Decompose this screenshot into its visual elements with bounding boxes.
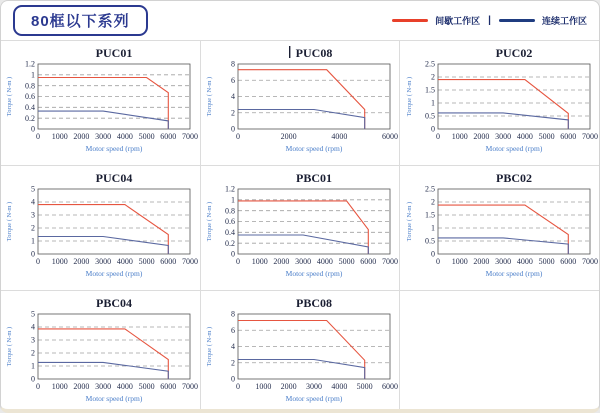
chart-title: PBC04 [96, 296, 133, 310]
x-tick-label: 0 [435, 257, 440, 266]
y-tick-label: 2.5 [424, 184, 435, 194]
chart-puc04 [1, 167, 199, 289]
y-tick-label: 1 [31, 70, 36, 80]
x-tick-label: 4000 [331, 132, 348, 141]
x-tick-label: 7000 [182, 382, 199, 391]
x-tick-label: 3000 [494, 132, 511, 141]
chart-title: PUC08 [295, 46, 333, 60]
page-header [1, 1, 599, 40]
curve-red_curve [38, 78, 168, 130]
x-tick-label: 7000 [581, 257, 598, 266]
y-tick-label: 0 [430, 249, 435, 259]
x-tick-label: 4000 [117, 382, 134, 391]
y-tick-label: 0 [230, 374, 235, 384]
x-tick-label: 2000 [73, 132, 90, 141]
x-tick-label: 3000 [305, 382, 322, 391]
legend-item-continuous [499, 14, 587, 27]
chart-title: PBC02 [495, 171, 532, 185]
curve-red_curve [438, 205, 568, 254]
x-axis-label: Motor speed (rpm) [485, 144, 542, 153]
x-tick-label: 0 [435, 132, 440, 141]
chart-puc01 [1, 42, 199, 164]
x-tick-label: 5000 [338, 257, 355, 266]
x-tick-label: 4000 [316, 257, 333, 266]
y-tick-label: 1 [31, 361, 36, 371]
y-tick-label: 4 [230, 92, 235, 102]
red-line-swatch [392, 19, 428, 22]
x-tick-label: 3000 [295, 257, 312, 266]
x-axis-label: Motor speed (rpm) [285, 144, 343, 153]
y-tick-label: 2 [230, 358, 235, 368]
x-tick-label: 0 [36, 132, 41, 141]
x-tick-label: 2000 [473, 132, 490, 141]
chart-cell-pbc02 [400, 166, 599, 290]
empty-cell [400, 291, 599, 413]
plot-border [38, 189, 190, 254]
y-axis-label: Torque ( N-m ) [205, 201, 213, 242]
curve-blue_curve [38, 111, 168, 129]
y-tick-label: 4 [31, 322, 36, 332]
chart-cell-pbc01 [201, 166, 400, 290]
x-tick-label: 1000 [255, 382, 272, 391]
y-tick-label: 0.4 [25, 102, 36, 112]
chart-title: PBC01 [295, 171, 332, 185]
y-tick-label: 0 [430, 124, 435, 134]
y-tick-label: 1.5 [424, 85, 435, 95]
chart-puc08 [201, 42, 399, 164]
y-tick-label: 2 [230, 108, 235, 118]
x-tick-label: 5000 [138, 257, 155, 266]
x-tick-label: 5000 [138, 132, 155, 141]
y-tick-label: 0.6 [25, 92, 36, 102]
x-tick-label: 6000 [559, 132, 576, 141]
x-tick-label: 0 [36, 382, 41, 391]
y-tick-label: 1.2 [25, 59, 36, 69]
x-tick-label: 1000 [52, 382, 69, 391]
x-tick-label: 4000 [117, 257, 134, 266]
y-tick-label: 0.2 [25, 113, 36, 123]
y-tick-label: 1 [31, 236, 36, 246]
x-tick-label: 7000 [581, 132, 598, 141]
curve-red_curve [238, 70, 365, 129]
curve-red_curve [438, 80, 568, 129]
x-tick-label: 6000 [559, 257, 576, 266]
x-tick-label: 1000 [251, 257, 268, 266]
curve-red_curve [238, 321, 365, 380]
y-axis-label: Torque ( N-m ) [405, 201, 413, 242]
y-tick-label: 1 [230, 195, 235, 205]
chart-pbc08 [201, 292, 399, 413]
y-tick-label: 5 [31, 184, 36, 194]
x-tick-label: 1000 [52, 257, 69, 266]
x-tick-label: 2000 [280, 382, 297, 391]
curve-blue_curve [38, 237, 168, 255]
chart-title: PUC02 [495, 46, 532, 60]
y-tick-label: 1 [430, 98, 435, 108]
x-tick-label: 0 [235, 132, 240, 141]
curve-blue_curve [438, 238, 568, 254]
legend-label-intermittent: 间歇工作区 [435, 16, 481, 26]
y-tick-label: 0.2 [224, 238, 235, 248]
y-tick-label: 6 [230, 75, 235, 85]
x-tick-label: 1000 [52, 132, 69, 141]
plot-border [38, 314, 190, 379]
x-tick-label: 6000 [360, 257, 377, 266]
x-tick-label: 6000 [160, 257, 177, 266]
x-tick-label: 0 [235, 382, 240, 391]
chart-title: PBC08 [295, 296, 332, 310]
chart-pbc02 [401, 167, 599, 289]
chart-cell-pbc04 [1, 291, 200, 413]
series-title-badge: 80框以下系列 [13, 5, 148, 36]
y-tick-label: 0.8 [224, 206, 235, 216]
x-tick-label: 7000 [182, 132, 199, 141]
x-axis-label: Motor speed (rpm) [86, 269, 143, 278]
x-tick-label: 4000 [117, 132, 134, 141]
y-tick-label: 0 [230, 249, 235, 259]
x-tick-label: 2000 [280, 132, 297, 141]
x-tick-label: 0 [235, 257, 240, 266]
y-tick-label: 1 [430, 223, 435, 233]
x-tick-label: 3000 [95, 257, 112, 266]
x-tick-label: 1000 [451, 257, 468, 266]
y-axis-label: Torque ( N-m ) [205, 76, 213, 117]
y-tick-label: 2.5 [424, 59, 435, 69]
curve-red_curve [238, 201, 368, 254]
x-axis-label: Motor speed (rpm) [86, 394, 143, 403]
y-axis-label: Torque ( N-m ) [6, 76, 14, 117]
chart-title: PUC04 [95, 171, 133, 185]
y-tick-label: 0 [31, 124, 36, 134]
chart-cell-puc08 [201, 41, 400, 165]
y-tick-label: 0 [230, 124, 235, 134]
y-tick-label: 0.4 [224, 227, 235, 237]
x-tick-label: 5000 [538, 257, 555, 266]
x-tick-label: 2000 [473, 257, 490, 266]
y-axis-label: Torque ( N-m ) [6, 201, 14, 242]
chart-title: PUC01 [95, 46, 133, 60]
x-tick-label: 4000 [516, 257, 533, 266]
x-tick-label: 5000 [356, 382, 373, 391]
x-axis-label: Motor speed (rpm) [285, 269, 343, 278]
x-tick-label: 6000 [381, 382, 398, 391]
x-tick-label: 6000 [381, 132, 398, 141]
x-axis-label: Motor speed (rpm) [285, 394, 343, 403]
x-tick-label: 3000 [494, 257, 511, 266]
y-axis-label: Torque ( N-m ) [205, 326, 213, 367]
chart-pbc04 [1, 292, 199, 413]
x-tick-label: 4000 [516, 132, 533, 141]
curve-blue_curve [238, 235, 368, 254]
legend-separator: | [488, 15, 491, 26]
y-tick-label: 1.2 [224, 184, 235, 194]
legend-item-intermittent [392, 14, 480, 27]
chart-puc02 [401, 42, 599, 164]
y-tick-label: 8 [230, 59, 235, 69]
y-tick-label: 1.5 [424, 210, 435, 220]
curve-blue_curve [438, 113, 568, 129]
y-tick-label: 0.6 [224, 217, 235, 227]
y-tick-label: 6 [230, 325, 235, 335]
chart-cell-pbc08 [201, 291, 400, 413]
y-tick-label: 3 [31, 335, 36, 345]
y-tick-label: 0.8 [25, 81, 36, 91]
x-tick-label: 6000 [160, 132, 177, 141]
y-tick-label: 5 [31, 309, 36, 319]
y-tick-label: 0.5 [424, 236, 435, 246]
x-tick-label: 7000 [381, 257, 398, 266]
x-tick-label: 4000 [331, 382, 348, 391]
x-axis-label: Motor speed (rpm) [485, 269, 542, 278]
y-tick-label: 2 [430, 197, 435, 207]
y-axis-label: Torque ( N-m ) [6, 326, 14, 367]
chart-cell-puc04 [1, 166, 200, 290]
blue-line-swatch [499, 19, 535, 22]
x-tick-label: 2000 [273, 257, 290, 266]
x-tick-label: 5000 [138, 382, 155, 391]
y-tick-label: 2 [31, 223, 36, 233]
x-tick-label: 6000 [160, 382, 177, 391]
curve-red_curve [38, 205, 168, 254]
text-caret [289, 46, 290, 58]
x-axis-label: Motor speed (rpm) [86, 144, 143, 153]
chart-cell-puc01 [1, 41, 200, 165]
x-tick-label: 5000 [538, 132, 555, 141]
y-tick-label: 0 [31, 249, 36, 259]
chart-cell-puc02 [400, 41, 599, 165]
curve-red_curve [38, 329, 168, 379]
y-axis-label: Torque ( N-m ) [405, 76, 413, 117]
x-tick-label: 3000 [95, 382, 112, 391]
y-tick-label: 0 [31, 374, 36, 384]
charts-grid [1, 40, 599, 413]
x-tick-label: 2000 [73, 257, 90, 266]
y-tick-label: 2 [430, 72, 435, 82]
y-tick-label: 3 [31, 210, 36, 220]
x-tick-label: 1000 [451, 132, 468, 141]
chart-pbc01 [201, 167, 399, 289]
y-tick-label: 4 [31, 197, 36, 207]
y-tick-label: 2 [31, 348, 36, 358]
y-tick-label: 0.5 [424, 111, 435, 121]
x-tick-label: 7000 [182, 257, 199, 266]
x-tick-label: 3000 [95, 132, 112, 141]
curve-legend [392, 14, 587, 27]
x-tick-label: 0 [36, 257, 41, 266]
y-tick-label: 8 [230, 309, 235, 319]
legend-label-continuous: 连续工作区 [541, 16, 587, 26]
x-tick-label: 2000 [73, 382, 90, 391]
y-tick-label: 4 [230, 342, 235, 352]
curve-blue_curve [38, 362, 168, 379]
